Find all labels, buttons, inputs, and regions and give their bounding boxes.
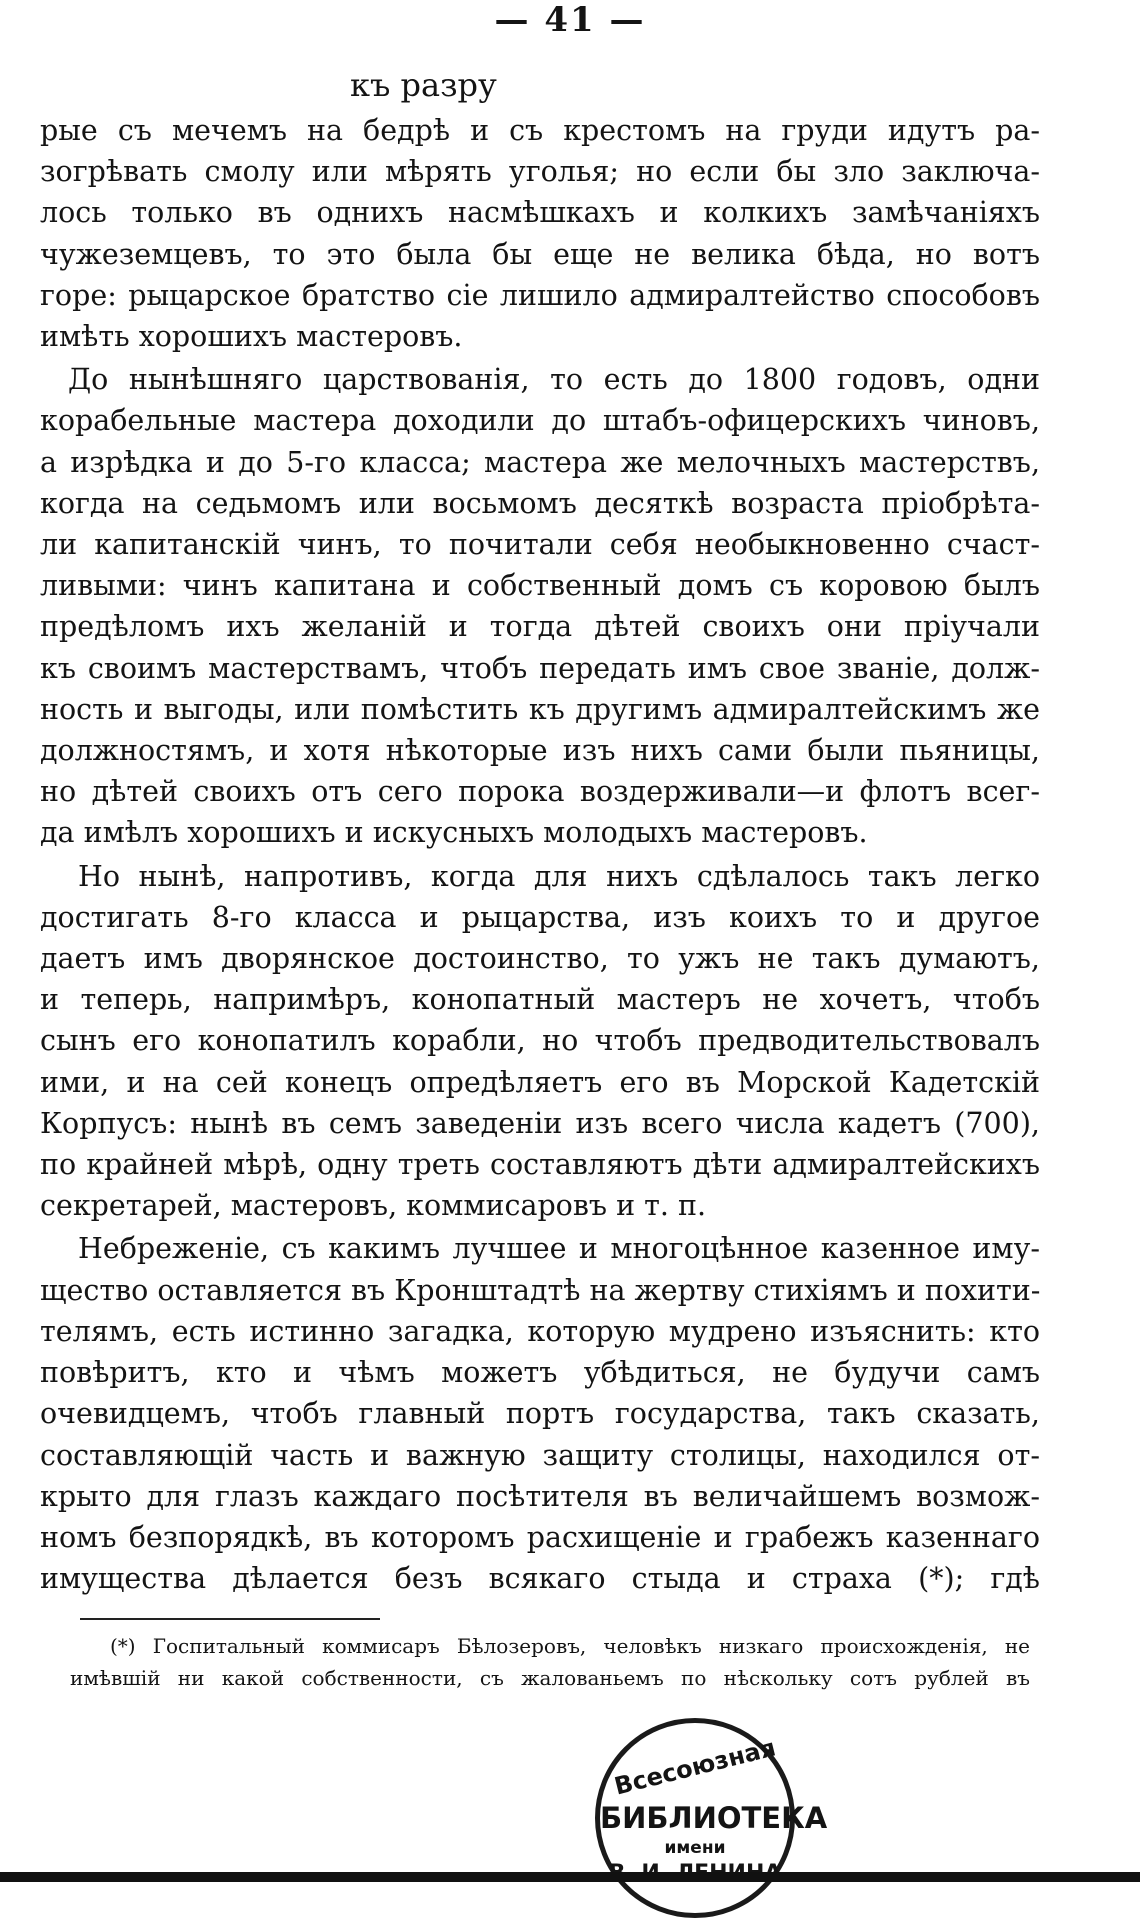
text-line: До нынѣшняго царствованія, то есть до 1800 годовъ, одни bbox=[68, 363, 1040, 397]
text-line: номъ безпорядкѣ, въ которомъ расхищеніе и грабежъ казеннаго bbox=[40, 1520, 1040, 1554]
text-line: составляющій часть и важную защиту столицы, находился от- bbox=[40, 1438, 1040, 1472]
text-line: лось только въ однихъ насмѣшкахъ и колкихъ замѣчаніяхъ bbox=[40, 196, 1040, 230]
text-line: зогрѣвать смолу или мѣрять уголья; но если бы зло заключа- bbox=[40, 155, 1040, 189]
text-line: и теперь, напримѣръ, конопатный мастеръ не хочетъ, чтобъ bbox=[40, 983, 1040, 1017]
text-line: горе: рыцарское братство сіе лишило адмиралтейство способовъ bbox=[40, 278, 1040, 312]
body-text bbox=[40, 110, 1040, 1601]
text-line: ли капитанскій чинъ, то почитали себя необыкновенно счаст- bbox=[40, 528, 1040, 562]
footnote-line: (*) Госпитальный коммисаръ Бѣлозеровъ, человѣкъ низкаго происхожденія, не bbox=[110, 1634, 1030, 1658]
paragraph-1 bbox=[40, 110, 1040, 357]
text-line: даетъ имъ дворянское достоинство, то ужъ не такъ думаютъ, bbox=[40, 942, 1040, 976]
text-line: очевидцемъ, чтобъ главный портъ государства, такъ сказать, bbox=[40, 1397, 1040, 1431]
text-line: предѣломъ ихъ желаній и тогда дѣтей своихъ они пріучали bbox=[40, 610, 1040, 644]
text-line: ливыми: чинъ капитана и собственный домъ съ коровою былъ bbox=[40, 569, 1040, 603]
text-line: рые съ мечемъ на бедрѣ и съ крестомъ на груди идутъ ра- bbox=[40, 114, 1040, 147]
bottom-scan-edge bbox=[0, 1872, 1140, 1882]
text-line: Корпусъ: нынѣ въ семъ заведеніи изъ всего числа кадетъ (700), bbox=[40, 1106, 1040, 1140]
text-line: ность и выгоды, или помѣстить къ другимъ адмиралтейскимъ же bbox=[40, 692, 1040, 726]
page-number: — 41 — bbox=[494, 0, 646, 40]
footnote-divider bbox=[80, 1618, 380, 1620]
library-stamp bbox=[595, 1718, 828, 1918]
footnote-line: имѣвшій ни какой собственности, съ жалованьемъ по нѣскольку сотъ рублей въ bbox=[70, 1666, 1030, 1690]
text-line: да имѣлъ хорошихъ и искусныхъ молодыхъ мастеровъ. bbox=[40, 816, 868, 850]
text-line: по крайней мѣрѣ, одну треть составляютъ дѣти адмиралтейскихъ bbox=[40, 1148, 1040, 1182]
text-line: имѣть хорошихъ мастеровъ. bbox=[40, 320, 463, 354]
stamp-middle-text: БИБЛИОТЕКА bbox=[600, 1801, 828, 1835]
stamp-top-text: Всесоюзная bbox=[611, 1733, 779, 1801]
text-line: достигать 8-го класса и рыцарства, изъ коихъ то и другое bbox=[40, 900, 1040, 934]
text-line: секретарей, мастеровъ, коммисаровъ и т. п. bbox=[40, 1189, 707, 1223]
text-line: щество оставляется въ Кронштадтѣ на жертву стихіямъ и похити- bbox=[40, 1273, 1041, 1307]
text-line: Небреженіе, съ какимъ лучшее и многоцѣнное казенное иму- bbox=[78, 1232, 1040, 1266]
text-line: когда на седьмомъ или восьмомъ десяткѣ возраста пріобрѣта- bbox=[40, 486, 1040, 520]
text-line: а изрѣдка и до 5-го класса; мастера же мелочныхъ мастерствъ, bbox=[40, 445, 1040, 479]
text-line: чужеземцевъ, то это была бы еще не велика бѣда, но вотъ bbox=[40, 237, 1040, 271]
text-line: сынъ его конопатилъ корабли, но чтобъ предводительствовалъ bbox=[40, 1024, 1040, 1058]
text-line: телямъ, есть истинно загадка, которую мудрено изъяснить: кто bbox=[40, 1314, 1040, 1348]
paragraph-3 bbox=[40, 856, 1040, 1227]
text-line: должностямъ, и хотя нѣкоторые изъ нихъ сами были пьяницы, bbox=[40, 734, 1040, 768]
text-line: но дѣтей своихъ отъ сего порока воздерживали—и флотъ всег- bbox=[40, 775, 1040, 809]
text-line: Но нынѣ, напротивъ, когда для нихъ сдѣлалось такъ легко bbox=[78, 859, 1040, 893]
text-line: повѣритъ, кто и чѣмъ можетъ убѣдиться, не будучи самъ bbox=[40, 1356, 1040, 1390]
text-line: крыто для глазъ каждаго посѣтителя въ величайшемъ возмож- bbox=[40, 1479, 1040, 1513]
text-line: ими, и на сей конецъ опредѣляетъ его въ Морской Кадетскій bbox=[40, 1065, 1040, 1099]
footnote bbox=[70, 1630, 1030, 1694]
stamp-line-1: имени bbox=[664, 1838, 726, 1858]
paragraph-2 bbox=[40, 359, 1040, 853]
text-line: корабельные мастера доходили до штабъ-офицерскихъ чиновъ, bbox=[40, 404, 1040, 438]
text-line: имущества дѣлается безъ всякаго стыда и страха (*); гдѣ bbox=[40, 1562, 1040, 1596]
text-line: къ своимъ мастерствамъ, чтобъ передать имъ свое званіе, долж- bbox=[40, 651, 1040, 685]
catchword: къ разру bbox=[350, 66, 497, 104]
paragraph-4 bbox=[40, 1228, 1040, 1599]
